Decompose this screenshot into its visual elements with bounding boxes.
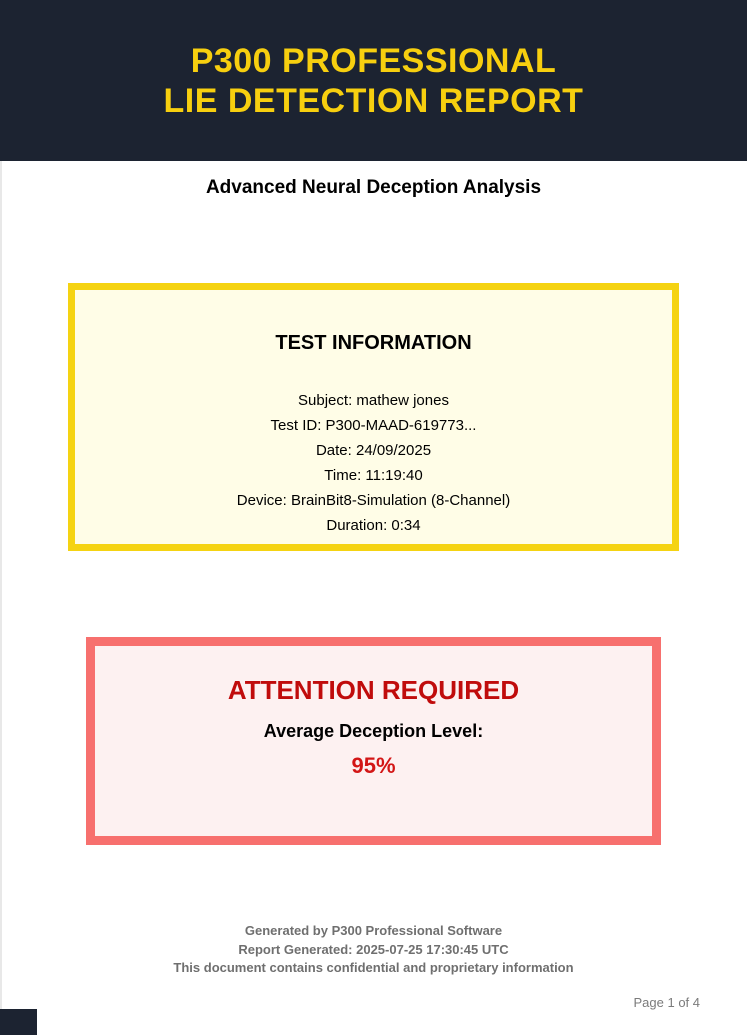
next-page-header-peek bbox=[0, 1009, 37, 1035]
test-info-time: Time: 11:19:40 bbox=[324, 467, 423, 484]
report-footer bbox=[0, 922, 747, 978]
page-number: Page 1 of 4 bbox=[633, 995, 700, 1010]
page-left-edge-line bbox=[0, 161, 2, 1035]
attention-required-box bbox=[86, 637, 661, 845]
footer-confidential-notice: This document contains confidential and proprietary information bbox=[173, 960, 574, 975]
test-info-subject: Subject: mathew jones bbox=[298, 392, 449, 409]
attention-required-title: ATTENTION REQUIRED bbox=[227, 675, 520, 705]
average-deception-level-value: 95% bbox=[351, 753, 396, 778]
footer-report-generated: Report Generated: 2025-07-25 17:30:45 UTC bbox=[238, 941, 509, 957]
test-info-device: Device: BrainBit8-Simulation (8-Channel) bbox=[236, 492, 511, 509]
report-title-line-2: LIE DETECTION REPORT bbox=[163, 81, 584, 120]
test-information-lines bbox=[75, 388, 672, 538]
test-information-box bbox=[68, 283, 679, 551]
test-info-duration: Duration: 0:34 bbox=[326, 517, 421, 534]
report-subtitle: Advanced Neural Deception Analysis bbox=[205, 177, 542, 198]
test-info-date: Date: 24/09/2025 bbox=[315, 442, 432, 459]
test-info-test-id: Test ID: P300-MAAD-619773... bbox=[270, 417, 477, 434]
report-title-line-1: P300 PROFESSIONAL bbox=[190, 41, 557, 80]
test-information-title: TEST INFORMATION bbox=[275, 332, 472, 354]
average-deception-level-label: Average Deception Level: bbox=[263, 721, 484, 741]
report-header bbox=[0, 0, 747, 161]
footer-generated-by: Generated by P300 Professional Software bbox=[244, 923, 503, 938]
